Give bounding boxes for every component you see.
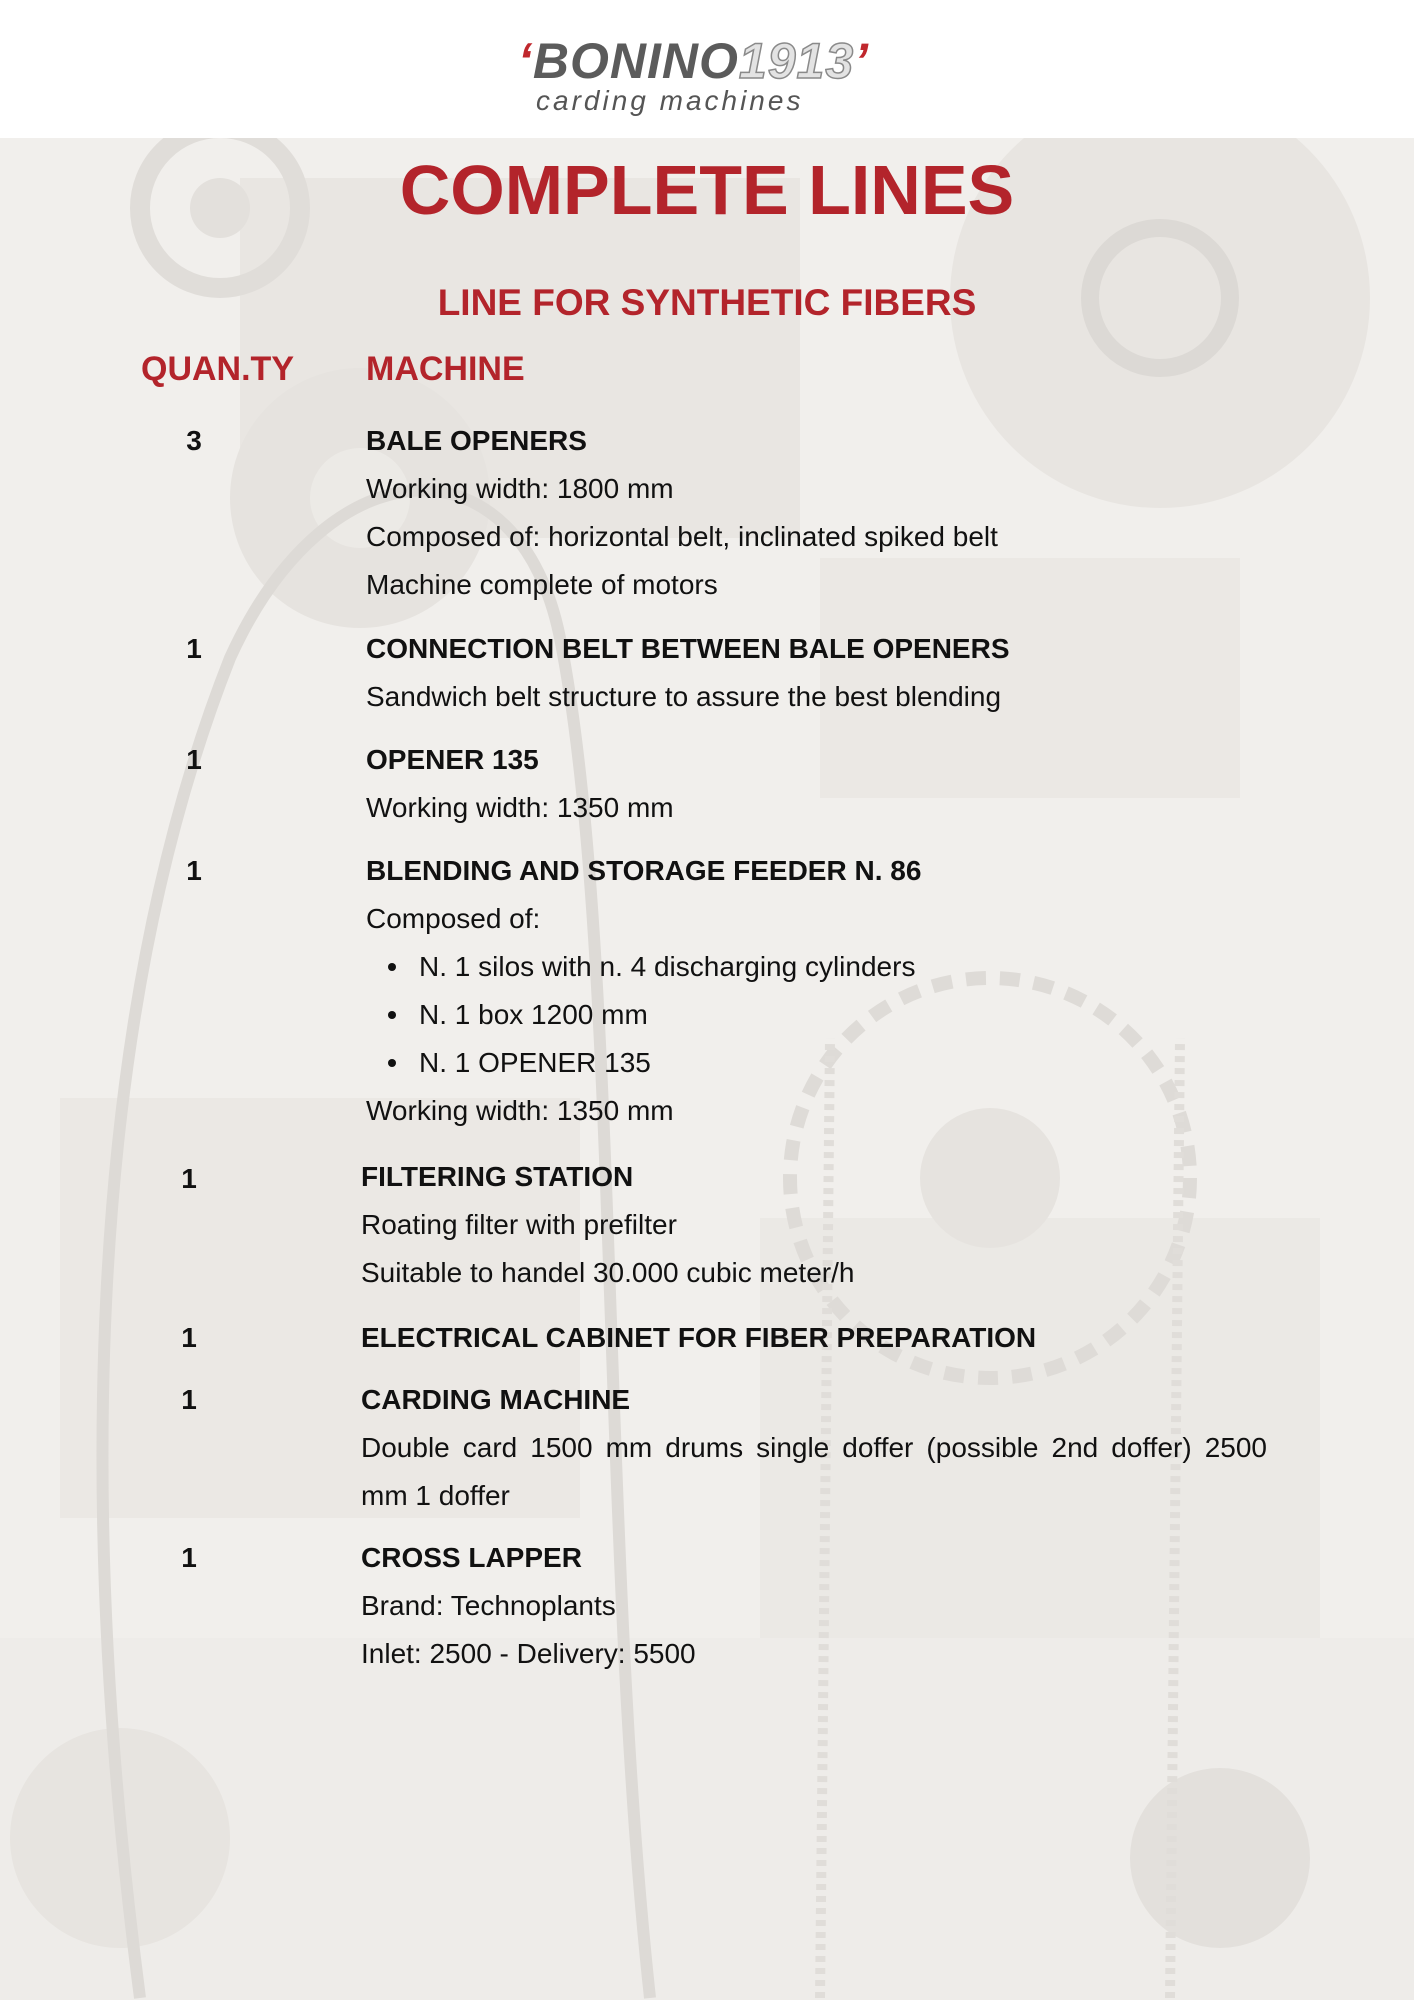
item-name: BLENDING AND STORAGE FEEDER N. 86 xyxy=(366,855,922,886)
logo-wordmark: ‘BONINO1913’ xyxy=(518,33,870,89)
item-detail: Working width: 1350 mm xyxy=(366,1095,674,1126)
item-name: CROSS LAPPER xyxy=(361,1542,582,1573)
item-detail: Machine complete of motors xyxy=(366,569,718,600)
item-quantity: 1 xyxy=(181,1322,197,1353)
item-detail: Suitable to handel 30.000 cubic meter/h xyxy=(361,1257,855,1288)
item-quantity: 1 xyxy=(181,1163,197,1194)
item-quantity: 1 xyxy=(186,855,202,886)
bonino-logo xyxy=(518,33,908,120)
bullet-dot xyxy=(388,1011,396,1019)
item-quantity: 3 xyxy=(186,425,202,456)
item-detail: Brand: Technoplants xyxy=(361,1590,616,1621)
bullet-item: N. 1 OPENER 135 xyxy=(419,1047,651,1078)
item-quantity: 1 xyxy=(181,1384,197,1415)
column-header-quantity: QUAN.TY xyxy=(141,350,294,388)
item-quantity: 1 xyxy=(181,1542,197,1573)
item-name: CONNECTION BELT BETWEEN BALE OPENERS xyxy=(366,633,1010,664)
header xyxy=(0,0,1414,138)
item-name: OPENER 135 xyxy=(366,744,539,775)
item-name: FILTERING STATION xyxy=(361,1161,634,1192)
item-detail: Sandwich belt structure to assure the best blending xyxy=(366,681,1002,712)
bullet-dot xyxy=(388,1059,396,1067)
logo-tagline: carding machines xyxy=(536,85,804,116)
bullet-item: N. 1 silos with n. 4 discharging cylinders xyxy=(419,951,916,982)
item-detail: Working width: 1800 mm xyxy=(366,473,674,504)
page-title: COMPLETE LINES xyxy=(399,151,1015,229)
bullet-item: N. 1 box 1200 mm xyxy=(419,999,648,1030)
item-name: CARDING MACHINE xyxy=(361,1384,631,1415)
item-name: ELECTRICAL CABINET FOR FIBER PREPARATION xyxy=(361,1322,1037,1353)
item-detail: Inlet: 2500 - Delivery: 5500 xyxy=(361,1638,696,1669)
bullet-dot xyxy=(388,963,396,971)
item-detail: Working width: 1350 mm xyxy=(366,792,674,823)
item-quantity: 1 xyxy=(186,633,202,664)
item-detail: Roating filter with prefilter xyxy=(361,1209,677,1240)
item-quantity: 1 xyxy=(186,744,202,775)
page-subtitle: LINE FOR SYNTHETIC FIBERS xyxy=(437,282,977,323)
item-detail: Double card 1500 mm drums single doffer (possible 2nd doffer) 2500 mm 1 doffer xyxy=(361,1432,1267,1511)
item-name: BALE OPENERS xyxy=(366,425,587,456)
item-detail: Composed of: xyxy=(366,903,541,934)
item-detail: Composed of: horizontal belt, inclinated spiked belt xyxy=(366,521,998,552)
column-header-machine: MACHINE xyxy=(366,350,525,388)
